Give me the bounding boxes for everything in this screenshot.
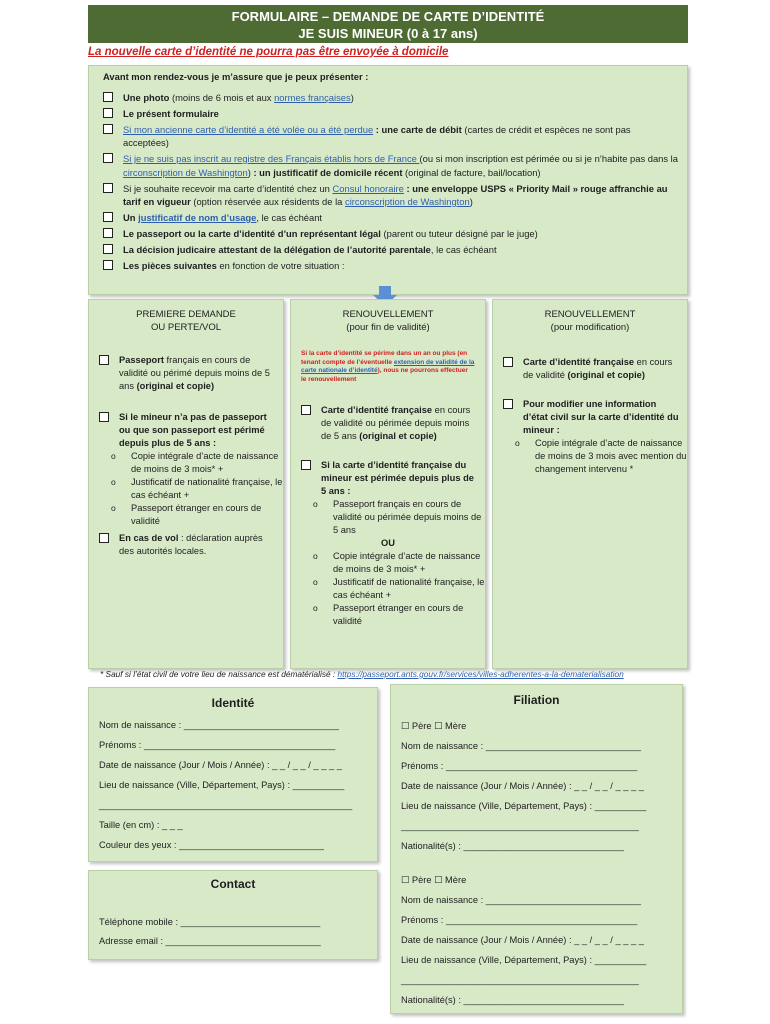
checkbox[interactable] xyxy=(103,108,113,118)
mobile-phone-field[interactable]: Téléphone mobile : ___________________________ xyxy=(99,917,321,927)
checkbox[interactable] xyxy=(503,399,513,409)
header-title: FORMULAIRE – DEMANDE DE CARTE D’IDENTITÉ xyxy=(231,9,545,24)
parent2-birth-name-field[interactable]: Nom de naissance : ______________________________ xyxy=(401,895,641,905)
birth-date-field[interactable]: Date de naissance (Jour / Mois / Année) : _ _ / _ _ / _ _ _ _ xyxy=(99,760,342,770)
check-id-expired: Si la carte d’identité française du mineur est périmée depuis plus de 5 ans : xyxy=(301,459,477,498)
header-subtitle: JE SUIS MINEUR (0 à 17 ans) xyxy=(298,26,478,41)
email-field[interactable]: Adresse email : ______________________________ xyxy=(99,936,321,946)
checkbox[interactable] xyxy=(103,244,113,254)
dematerialisation-link[interactable]: https://passeport.ants.gouv.fr/services/villes-adherentes-a-la-dematerialisation xyxy=(337,669,624,679)
check-id-card: Carte d’identité française en cours de validité ou périmée depuis moins de 5 ans (original et copie) xyxy=(301,404,477,443)
col-header: RENOUVELLEMENT (pour fin de validité) xyxy=(342,309,434,333)
identity-title: Identité xyxy=(211,696,255,710)
col-first-request xyxy=(88,299,284,669)
parent1-gender-checkboxes[interactable]: ☐ Père ☐ Mère xyxy=(401,721,467,731)
check-item-legal-rep: Le passeport ou la carte d’identité d’un représentant légal (parent ou tuteur désigné par le juge) xyxy=(103,227,678,241)
parent1-birth-date-field[interactable]: Date de naissance (Jour / Mois / Année) : _ _ / _ _ / _ _ _ _ xyxy=(401,781,644,791)
check-theft: En cas de vol : déclaration auprès des autorités locales. xyxy=(99,532,275,558)
parent1-nationality-field[interactable]: Nationalité(s) : _______________________________ xyxy=(401,841,624,851)
checkbox[interactable] xyxy=(99,412,109,422)
checkbox[interactable] xyxy=(99,533,109,543)
parent1-birth-place-line2[interactable]: ______________________________________________ xyxy=(401,821,639,831)
parent2-first-names-field[interactable]: Prénoms : _____________________________________ xyxy=(401,915,638,925)
sub-item: o Passeport étranger en cours de validité xyxy=(313,602,485,628)
checkbox[interactable] xyxy=(99,355,109,365)
check-item-documents: Les pièces suivantes en fonction de votre situation : xyxy=(103,259,678,273)
checkbox[interactable] xyxy=(103,183,113,193)
filiation-title: Filiation xyxy=(513,693,560,707)
col-renewal-modification xyxy=(492,299,688,669)
identity-panel xyxy=(88,687,378,862)
usage-name-link[interactable]: justificatif de nom d’usage xyxy=(138,212,257,223)
checkbox[interactable] xyxy=(503,357,513,367)
check-id-card: Carte d’identité française en cours de validité (original et copie) xyxy=(503,356,679,382)
check-item-form: Le présent formulaire xyxy=(103,107,678,121)
contact-title: Contact xyxy=(210,877,256,891)
checkbox[interactable] xyxy=(103,153,113,163)
checkbox[interactable] xyxy=(103,124,113,134)
check-passport: Passeport français en cours de validité ou périmé depuis moins de 5 ans (original et copie) xyxy=(99,354,275,393)
checkbox[interactable] xyxy=(301,460,311,470)
sub-item: o Copie intégrale d’acte de naissance de moins de 3 mois* + xyxy=(313,550,485,576)
parent1-birth-place-field[interactable]: Lieu de naissance (Ville, Département, Pays) : __________ xyxy=(401,801,647,811)
washington-district-link[interactable]: circonscription de Washington xyxy=(345,196,470,207)
sub-item: o Passeport étranger en cours de validité xyxy=(111,502,283,528)
contact-panel xyxy=(88,870,378,960)
col-header: PREMIERE DEMANDE OU PERTE/VOL xyxy=(136,309,236,333)
col-renewal-expiry xyxy=(290,299,486,669)
or-separator: OU xyxy=(381,538,395,548)
parent2-birth-place-line2[interactable]: ______________________________________________ xyxy=(401,975,639,985)
checkbox[interactable] xyxy=(103,92,113,102)
parent2-gender-checkboxes[interactable]: ☐ Père ☐ Mère xyxy=(401,875,467,885)
check-item-proof-address: Si je ne suis pas inscrit au registre des Français établis hors de France (ou si mon inscription est périmée ou si je n’habite pas dans la circonscription de Washington) : un justificatif de domicile récent (original de facture, bail/location) xyxy=(103,152,678,179)
check-modify-info: Pour modifier une information d’état civil sur la carte d’identité du mineur : xyxy=(503,398,679,437)
height-field[interactable]: Taille (en cm) : _ _ _ xyxy=(99,820,183,830)
eye-color-field[interactable]: Couleur des yeux : ____________________________ xyxy=(99,840,324,850)
sub-item: o Copie intégrale d’acte de naissance de moins de 3 mois* + xyxy=(111,450,283,476)
document-checklist xyxy=(103,70,678,275)
birth-place-field-line2[interactable]: _________________________________________________ xyxy=(99,800,353,810)
parent2-nationality-field[interactable]: Nationalité(s) : _______________________________ xyxy=(401,995,624,1005)
honorary-consul-link[interactable]: Consul honoraire xyxy=(332,182,404,194)
validity-extension-link[interactable]: extension de validité de la carte nationale d’identité xyxy=(301,358,475,374)
registry-link[interactable]: Si je ne suis pas inscrit au registre des Français établis hors de France xyxy=(123,153,420,164)
checklist-intro: Avant mon rendez-vous je m’assure que je peux présenter : xyxy=(103,71,369,82)
sub-item: o Justificatif de nationalité française, le cas échéant + xyxy=(111,476,283,502)
sub-item: o Justificatif de nationalité française, le cas échéant + xyxy=(313,576,485,602)
form-header xyxy=(88,5,688,43)
checkbox[interactable] xyxy=(301,405,311,415)
birth-place-field[interactable]: Lieu de naissance (Ville, Département, Pays) : __________ xyxy=(99,780,345,790)
check-no-passport: Si le mineur n’a pas de passeport ou que son passeport est périmé depuis plus de 5 ans : xyxy=(99,411,275,450)
parent1-first-names-field[interactable]: Prénoms : _____________________________________ xyxy=(401,761,638,771)
check-item-envelope: Si je souhaite recevoir ma carte d’identité chez un Consul honoraire : une enveloppe USPS « Priority Mail » rouge affranchie au tarif en vigueur (option réservée aux résidents de la circonscription de Washington) xyxy=(103,182,678,209)
check-item-photo: Une photo (moins de 6 mois et aux normes françaises) xyxy=(103,91,678,105)
checkbox[interactable] xyxy=(103,228,113,238)
checkbox[interactable] xyxy=(103,212,113,222)
washington-district-link[interactable]: circonscription de Washington xyxy=(123,166,248,178)
filiation-panel xyxy=(390,684,683,1014)
parent1-birth-name-field[interactable]: Nom de naissance : ______________________________ xyxy=(401,741,641,751)
sub-item: o Passeport français en cours de validité ou périmée depuis moins de 5 ans xyxy=(313,498,485,537)
lost-stolen-link[interactable]: Si mon ancienne carte d’identité a été volée ou a été perdue xyxy=(123,123,374,135)
check-item-usage-name: Un justificatif de nom d’usage, le cas échéant xyxy=(103,211,678,225)
photo-norms-link[interactable]: normes françaises xyxy=(274,91,351,103)
sub-item: o Copie intégrale d’acte de naissance de moins de 3 mois avec mention du changement intervenu * xyxy=(515,437,687,476)
first-names-field[interactable]: Prénoms : _____________________________________ xyxy=(99,740,336,750)
check-item-debit-card: Si mon ancienne carte d’identité a été volée ou a été perdue : une carte de débit (cartes de crédit et espèces ne sont pas acceptées) xyxy=(103,123,678,150)
footnote: * Sauf si l’état civil de votre lieu de naissance est dématérialisé : https://passeport.ants.gouv.fr/services/villes-adherentes-a-la-dematerialisation xyxy=(100,669,624,679)
delivery-warning: La nouvelle carte d’identité ne pourra pas être envoyée à domicile xyxy=(88,46,449,58)
parent2-birth-place-field[interactable]: Lieu de naissance (Ville, Département, Pays) : __________ xyxy=(401,955,647,965)
col-header: RENOUVELLEMENT (pour modification) xyxy=(544,309,636,333)
birth-name-field[interactable]: Nom de naissance : ______________________________ xyxy=(99,720,339,730)
check-item-court-decision: La décision judicaire attestant de la délégation de l’autorité parentale, le cas échéant xyxy=(103,243,678,257)
renewal-note: Si la carte d’identité se périme dans un an ou plus (en tenant compte de l’éventuelle extension de validité de la carte nationale d’identité), nous ne pourrons effectuer le renouvellement xyxy=(301,350,475,383)
checkbox[interactable] xyxy=(103,260,113,270)
parent2-birth-date-field[interactable]: Date de naissance (Jour / Mois / Année) : _ _ / _ _ / _ _ _ _ xyxy=(401,935,644,945)
